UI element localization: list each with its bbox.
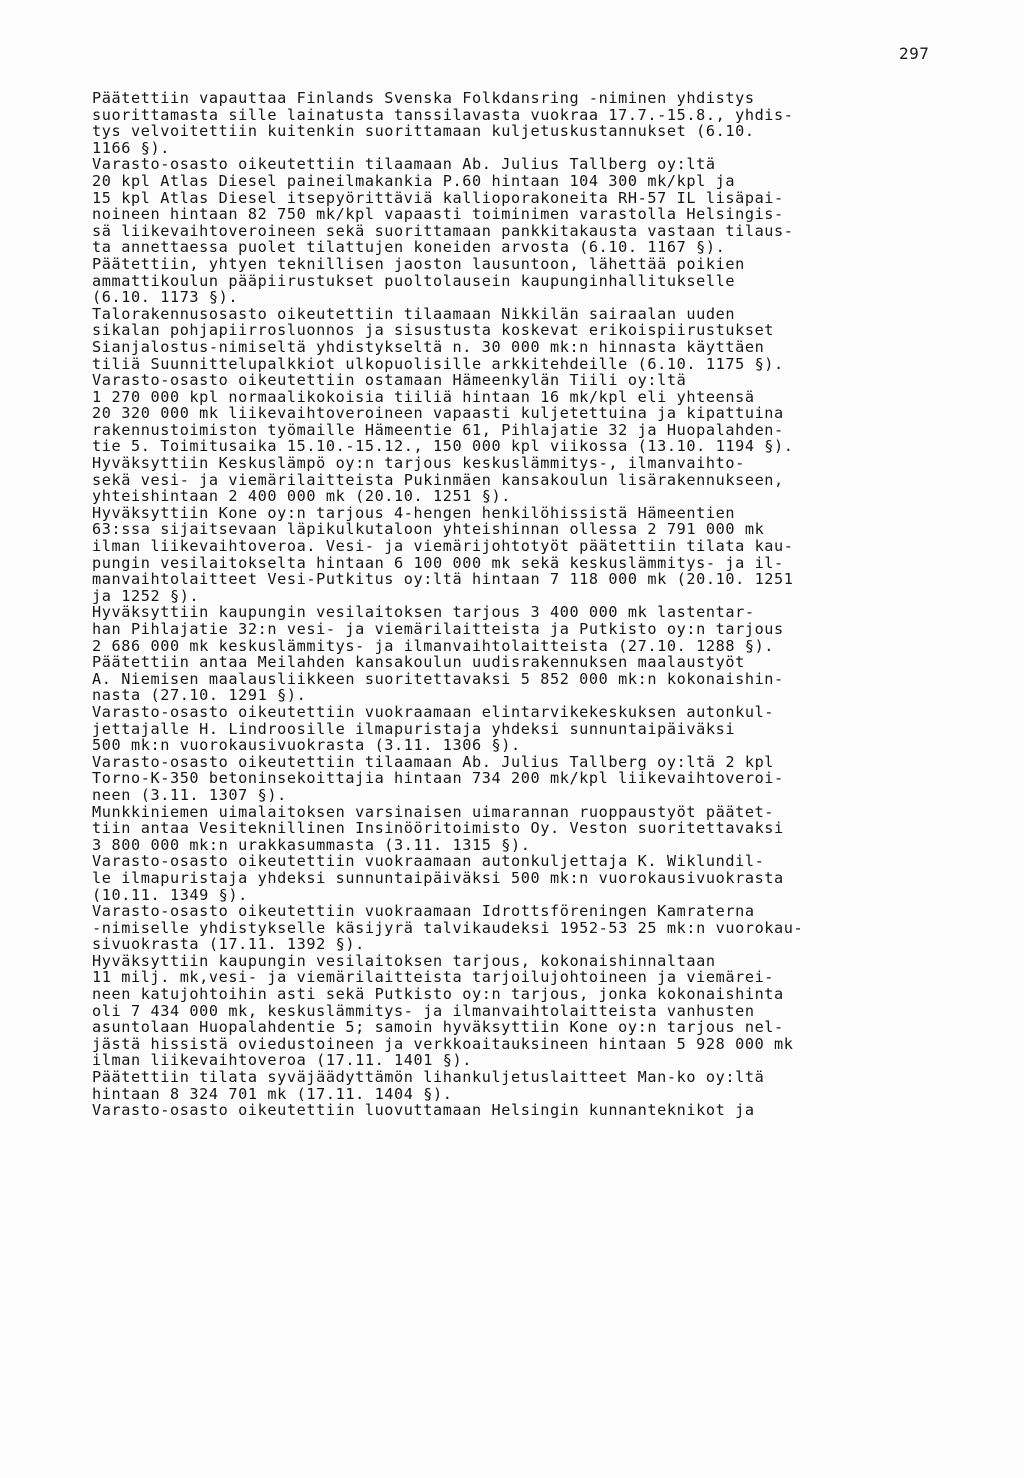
- text-line: tiin antaa Vesiteknillinen Insinööritoimisto Oy. Veston suoritettavaksi: [92, 819, 784, 838]
- text-line: pungin vesilaitokselta hintaan 6 100 000 mk sekä keskuslämmitys- ja il-: [92, 553, 784, 572]
- text-line: neen (3.11. 1307 §).: [92, 785, 287, 804]
- text-line: ammattikoulun pääpiirustukset puoltolausein kaupunginhallitukselle: [92, 271, 736, 290]
- text-line: Munkkiniemen uimalaitoksen varsinaisen uimarannan ruoppaustyöt päätet-: [92, 802, 775, 821]
- text-line: Varasto-osasto oikeutettiin ostamaan Hämeenkylän Tiili oy:ltä: [92, 371, 687, 390]
- text-line: -nimiselle yhdistykselle käsijyrä talvikaudeksi 1952-53 25 mk:n vuorokau-: [92, 918, 804, 937]
- text-line: Varasto-osasto oikeutettiin luovuttamaan Helsingin kunnanteknikot ja: [92, 1101, 755, 1120]
- text-line: Varasto-osasto oikeutettiin vuokraamaan Idrottsföreningen Kamraterna: [92, 902, 755, 921]
- text-line: sä liikevaihtoveroineen sekä suorittamaan pankkitakausta vastaan tilaus-: [92, 221, 794, 240]
- text-line: A. Niemisen maalausliikkeen suoritettavaksi 5 852 000 mk:n kokonaishin-: [92, 669, 784, 688]
- text-line: Talorakennusosasto oikeutettiin tilaamaan Nikkilän sairaalan uuden: [92, 304, 736, 323]
- text-line: 63:ssa sijaitsevaan läpikulkutaloon yhteishinnan ollessa 2 791 000 mk: [92, 520, 765, 539]
- text-line: neen katujohtoihin asti sekä Putkisto oy:n tarjous, jonka kokonaishinta: [92, 985, 784, 1004]
- text-line: Sianjalostus-nimiseltä yhdistykseltä n. 30 000 mk:n hinnasta käyttäen: [92, 337, 765, 356]
- text-line: suorittamasta sille lainatusta tanssilavasta vuokraa 17.7.-15.8., yhdis-: [92, 105, 794, 124]
- text-line: Hyväksyttiin kaupungin vesilaitoksen tarjous, kokonaishinnaltaan: [92, 951, 716, 970]
- body-text: [92, 90, 972, 1119]
- text-line: tys velvoitettiin kuitenkin suorittamaan kuljetuskustannukset (6.10.: [92, 122, 755, 141]
- text-line: han Pihlajatie 32:n vesi- ja viemärilaitteista ja Putkisto oy:n tarjous: [92, 620, 784, 638]
- text-line: 1 270 000 kpl normaalikokoisia tiiliä hintaan 16 mk/kpl eli yhteensä: [92, 387, 755, 406]
- text-line: 1166 §).: [92, 138, 170, 157]
- text-line: yhteishintaan 2 400 000 mk (20.10. 1251 §).: [92, 487, 511, 506]
- text-line: jästä hissistä oviedustoineen ja verkkoaitauksineen hintaan 5 928 000 mk: [92, 1034, 794, 1053]
- text-line: 20 320 000 mk liikevaihtoveroineen vapaasti kuljetettuina ja kipattuina: [92, 404, 784, 423]
- text-line: 11 milj. mk,vesi- ja viemärilaitteista tarjoilujohtoineen ja viemärei-: [92, 968, 775, 987]
- text-line: le ilmapuristaja yhdeksi sunnuntaipäiväksi 500 mk:n vuorokausivuokrasta: [92, 868, 784, 887]
- text-line: ta annettaessa puolet tilattujen koneiden arvosta (6.10. 1167 §).: [92, 238, 726, 257]
- text-line: Varasto-osasto oikeutettiin vuokraamaan elintarvikekeskuksen autonkul-: [92, 702, 775, 721]
- text-line: Päätettiin vapauttaa Finlands Svenska Folkdansring -niminen yhdistys: [92, 89, 755, 107]
- text-line: Varasto-osasto oikeutettiin vuokraamaan autonkuljettaja K. Wiklundil-: [92, 852, 765, 871]
- text-line: Varasto-osasto oikeutettiin tilaamaan Ab. Julius Tallberg oy:ltä 2 kpl: [92, 752, 775, 771]
- text-line: ja 1252 §).: [92, 586, 200, 605]
- text-line: sikalan pohjapiirrosluonnos ja sisustusta koskevat erikoispiirustukset: [92, 321, 775, 340]
- text-line: manvaihtolaitteet Vesi-Putkitus oy:ltä hintaan 7 118 000 mk (20.10. 1251: [92, 570, 794, 589]
- page-number: 297: [899, 44, 930, 63]
- text-line: hintaan 8 324 701 mk (17.11. 1404 §).: [92, 1084, 453, 1103]
- text-line: tie 5. Toimitusaika 15.10.-15.12., 150 000 kpl viikossa (13.10. 1194 §).: [92, 437, 794, 456]
- text-line: Päätettiin antaa Meilahden kansakoulun uudisrakennuksen maalaustyöt: [92, 653, 745, 672]
- text-line: ilman liikevaihtoveroa (17.11. 1401 §).: [92, 1051, 473, 1070]
- text-line: (10.11. 1349 §).: [92, 885, 248, 904]
- text-line: sekä vesi- ja viemärilaitteista Pukinmäen kansakoulun lisärakennukseen,: [92, 470, 784, 489]
- text-line: asuntolaan Huopalahdentie 5; samoin hyväksyttiin Kone oy:n tarjous nel-: [92, 1018, 784, 1037]
- text-line: oli 7 434 000 mk, keskuslämmitys- ja ilmanvaihtolaitteista vanhusten: [92, 1001, 755, 1020]
- text-line: 20 kpl Atlas Diesel paineilmakankia P.60 hintaan 104 300 mk/kpl ja: [92, 171, 736, 190]
- text-line: 3 800 000 mk:n urakkasummasta (3.11. 1315 §).: [92, 835, 531, 854]
- text-line: Päätettiin tilata syväjäädyttämön lihankuljetuslaitteet Man-ko oy:ltä: [92, 1068, 765, 1087]
- text-line: Torno-K-350 betoninsekoittajia hintaan 734 200 mk/kpl liikevaihtoveroi-: [92, 769, 784, 788]
- text-line: tiliä Suunnittelupalkkiot ulkopuolisille arkkitehdeille (6.10. 1175 §).: [92, 354, 784, 373]
- text-line: Päätettiin, yhtyen teknillisen jaoston lausuntoon, lähettää poikien: [92, 254, 745, 273]
- text-line: nasta (27.10. 1291 §).: [92, 686, 307, 705]
- text-line: Hyväksyttiin kaupungin vesilaitoksen tarjous 3 400 000 mk lastentar-: [92, 603, 755, 622]
- text-line: sivuokrasta (17.11. 1392 §).: [92, 935, 365, 954]
- text-line: jettajalle H. Lindroosille ilmapuristaja yhdeksi sunnuntaipäiväksi: [92, 719, 736, 738]
- text-line: 2 686 000 mk keskuslämmitys- ja ilmanvaihtolaitteista (27.10. 1288 §).: [92, 636, 775, 655]
- text-line: Hyväksyttiin Keskuslämpö oy:n tarjous keskuslämmitys-, ilmanvaihto-: [92, 454, 745, 473]
- text-line: 15 kpl Atlas Diesel itsepyörittäviä kallioporakoneita RH-57 IL lisäpai-: [92, 188, 784, 207]
- text-line: noineen hintaan 82 750 mk/kpl vapaasti toiminimen varastolla Helsingis-: [92, 205, 784, 224]
- text-line: ilman liikevaihtoveroa. Vesi- ja viemärijohtotyöt päätettiin tilata kau-: [92, 537, 794, 556]
- text-line: Varasto-osasto oikeutettiin tilaamaan Ab. Julius Tallberg oy:ltä: [92, 155, 716, 174]
- text-line: 500 mk:n vuorokausivuokrasta (3.11. 1306 §).: [92, 736, 521, 755]
- text-line: rakennustoimiston työmaille Hämeentie 61, Pihlajatie 32 ja Huopalahden-: [92, 420, 784, 439]
- text-line: Hyväksyttiin Kone oy:n tarjous 4-hengen henkilöhissistä Hämeentien: [92, 503, 736, 522]
- text-line: (6.10. 1173 §).: [92, 288, 239, 307]
